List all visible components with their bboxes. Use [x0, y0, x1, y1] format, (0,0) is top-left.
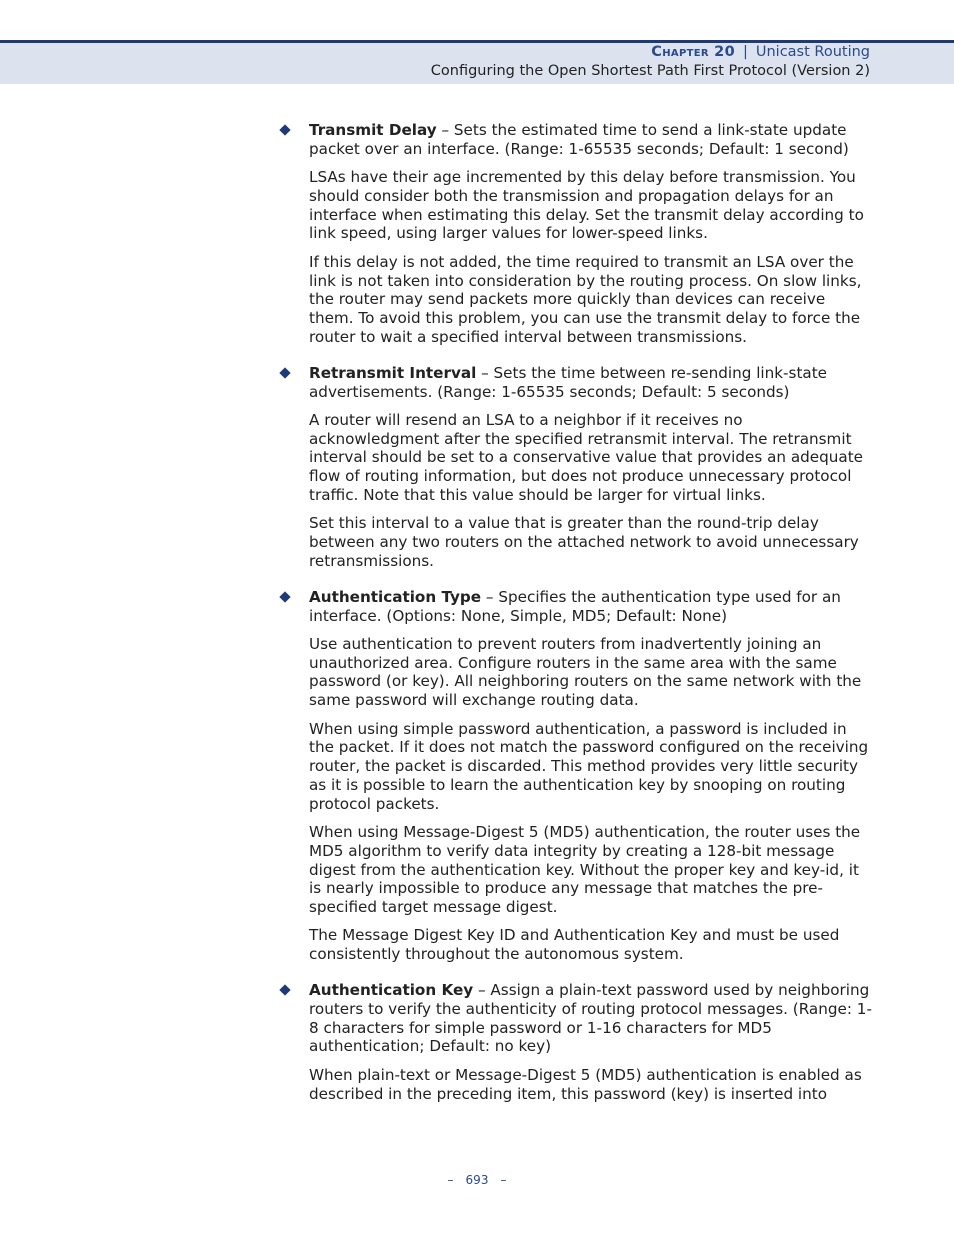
- item-lead: – Assign a plain-text password used by neighboring routers to verify the authenticity of routing protocol messages. (Range: 1-8 characters for simple password or 1-16 characters for MD5 authentication; Default: no key): [309, 981, 872, 1056]
- list-item: [280, 588, 872, 964]
- item-paragraph: When using simple password authentication, a password is included in the packet. If it does not match the password configured on the receiving router, the packet is discarded. This method provides very little security as it is possible to learn the authentication key by snooping on routing protocol packets.: [309, 719, 869, 813]
- item-paragraph: LSAs have their age incremented by this delay before transmission. You should consider both the transmission and propagation delays for an interface when estimating this delay. Set the transmit delay according to link speed, using larger values for lower-speed links.: [309, 168, 864, 243]
- list-item: [280, 364, 872, 571]
- list-item: [280, 121, 872, 347]
- footer-dash-right: –: [500, 1173, 507, 1187]
- section-title: Configuring the Open Shortest Path First Protocol (Version 2): [430, 63, 870, 79]
- item-lead: – Specifies the authentication type used for an interface. (Options: None, Simple, MD5; Default: None): [309, 587, 841, 625]
- item-paragraph: Set this interval to a value that is greater than the round-trip delay between any two routers on the attached network to avoid unnecessary retransmissions.: [309, 514, 859, 570]
- item-lead-paragraph: [309, 588, 872, 626]
- diamond-bullet-icon: [280, 125, 290, 135]
- page-body: [280, 121, 872, 1120]
- list-item: [280, 981, 872, 1103]
- item-term: Authentication Key: [309, 981, 474, 1000]
- item-paragraph: A router will resend an LSA to a neighbor if it receives no acknowledgment after the specified retransmit interval. The retransmit interval should be set to a conservative value that provides an adequate flow of routing information, but does not produce unnecessary protocol traffic. Note that this value should be larger for virtual links.: [309, 410, 864, 505]
- chapter-heading: [651, 44, 870, 60]
- item-lead-paragraph: [309, 121, 872, 159]
- page-number: 693: [465, 1173, 489, 1187]
- item-lead: – Sets the estimated time to send a link-state update packet over an interface. (Range: 1-65535 seconds; Default: 1 second): [309, 121, 849, 158]
- item-term: Transmit Delay: [309, 121, 437, 139]
- item-lead-paragraph: [309, 364, 872, 402]
- chapter-number: Chapter 20: [651, 44, 735, 60]
- diamond-bullet-icon: [280, 592, 290, 602]
- item-term: Retransmit Interval: [309, 363, 477, 382]
- header-separator: |: [742, 44, 748, 60]
- item-paragraph: Use authentication to prevent routers from inadvertently joining an unauthorized area. Configure routers in the same area with the same password (or key). All neighboring routers on the same network with the same password will exchange routing data.: [309, 634, 862, 710]
- item-paragraph: When using Message-Digest 5 (MD5) authentication, the router uses the MD5 algorithm to verify data integrity by creating a 128-bit message digest from the authentication key. Without the proper key and key-id, it is nearly impossible to produce any message that matches the pre-specified target message digest.: [309, 823, 861, 917]
- item-lead: – Sets the time between re-sending link-state advertisements. (Range: 1-65535 seconds; Default: 5 seconds): [309, 363, 828, 401]
- page-footer: [0, 1173, 954, 1187]
- item-term: Authentication Type: [309, 587, 482, 606]
- item-paragraph: The Message Digest Key ID and Authentication Key and must be used consistently throughout the autonomous system.: [309, 926, 840, 964]
- item-paragraph: If this delay is not added, the time required to transmit an LSA over the link is not taken into consideration by the routing process. On slow links, the router may send packets more quickly than devices can receive them. To avoid this problem, you can use the transmit delay to force the router to wait a specified interval between transmissions.: [309, 252, 862, 346]
- item-lead-paragraph: [309, 981, 872, 1056]
- diamond-bullet-icon: [280, 985, 290, 995]
- diamond-bullet-icon: [280, 368, 290, 378]
- chapter-title: Unicast Routing: [755, 44, 870, 60]
- footer-dash-left: –: [447, 1173, 454, 1187]
- item-paragraph: When plain-text or Message-Digest 5 (MD5) authentication is enabled as described in the preceding item, this password (key) is inserted into: [309, 1065, 862, 1103]
